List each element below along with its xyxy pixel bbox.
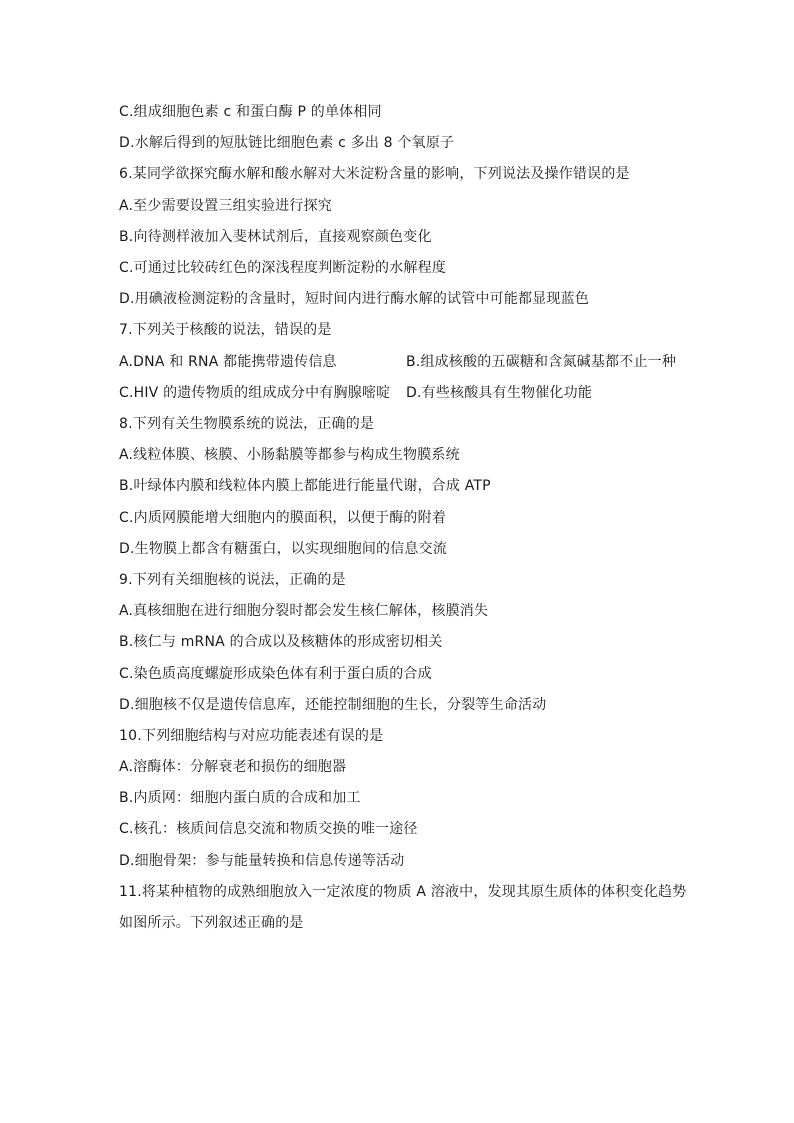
q8-option-b: B.叶绿体内膜和线粒体内膜上都能进行能量代谢，合成 ATP [119,478,491,494]
q7-stem: 7.下列关于核酸的说法，错误的是 [119,322,332,338]
q7-option-a: A.DNA 和 RNA 都能携带遗传信息 [119,354,337,370]
q8-option-d: D.生物膜上都含有糖蛋白，以实现细胞间的信息交流 [119,541,448,557]
q10-option-d: D.细胞骨架：参与能量转换和信息传递等活动 [119,853,405,869]
q9-option-b: B.核仁与 mRNA 的合成以及核糖体的形成密切相关 [119,634,443,650]
q10-stem: 10.下列细胞结构与对应功能表述有误的是 [119,728,384,744]
q6-option-c: C.可通过比较砖红色的深浅程度判断淀粉的水解程度 [119,260,447,276]
q8-option-a: A.线粒体膜、核膜、小肠黏膜等都参与构成生物膜系统 [119,447,460,463]
q7-option-c: C.HIV 的遗传物质的组成成分中有胸腺嘧啶 [119,385,391,401]
q9-option-d: D.细胞核不仅是遗传信息库，还能控制细胞的生长，分裂等生命活动 [119,697,547,713]
q5-option-c: C.组成细胞色素 c 和蛋白酶 P 的单体相同 [119,104,382,120]
q6-option-d: D.用碘液检测淀粉的含量时，短时间内进行酶水解的试管中可能都显现蓝色 [119,291,590,307]
q7-option-b: B.组成核酸的五碳糖和含氮碱基都不止一种 [406,354,677,370]
q8-stem: 8.下列有关生物膜系统的说法，正确的是 [119,416,375,432]
q9-option-c: C.染色质高度螺旋形成染色体有利于蛋白质的合成 [119,666,432,682]
q5-option-d: D.水解后得到的短肽链比细胞色素 c 多出 8 个氧原子 [119,135,455,151]
q11-stem-line1: 11.将某种植物的成熟细胞放入一定浓度的物质 A 溶液中，发现其原生质体的体积变化趋势 [119,884,687,900]
q10-option-b: B.内质网：细胞内蛋白质的合成和加工 [119,790,361,806]
q10-option-a: A.溶酶体：分解衰老和损伤的细胞器 [119,759,347,775]
q9-option-a: A.真核细胞在进行细胞分裂时都会发生核仁解体，核膜消失 [119,603,489,619]
q10-option-c: C.核孔：核质间信息交流和物质交换的唯一途径 [119,821,418,837]
q6-stem: 6.某同学欲探究酶水解和酸水解对大米淀粉含量的影响，下列说法及操作错误的是 [119,166,630,182]
q11-stem-line2: 如图所示。下列叙述正确的是 [119,915,304,931]
q6-option-b: B.向待测样液加入斐林试剂后，直接观察颜色变化 [119,229,432,245]
q8-option-c: C.内质网膜能增大细胞内的膜面积，以便于酶的附着 [119,510,447,526]
q7-option-d: D.有些核酸具有生物催化功能 [406,385,593,401]
q9-stem: 9.下列有关细胞核的说法，正确的是 [119,572,346,588]
q6-option-a: A.至少需要设置三组实验进行探究 [119,198,332,214]
